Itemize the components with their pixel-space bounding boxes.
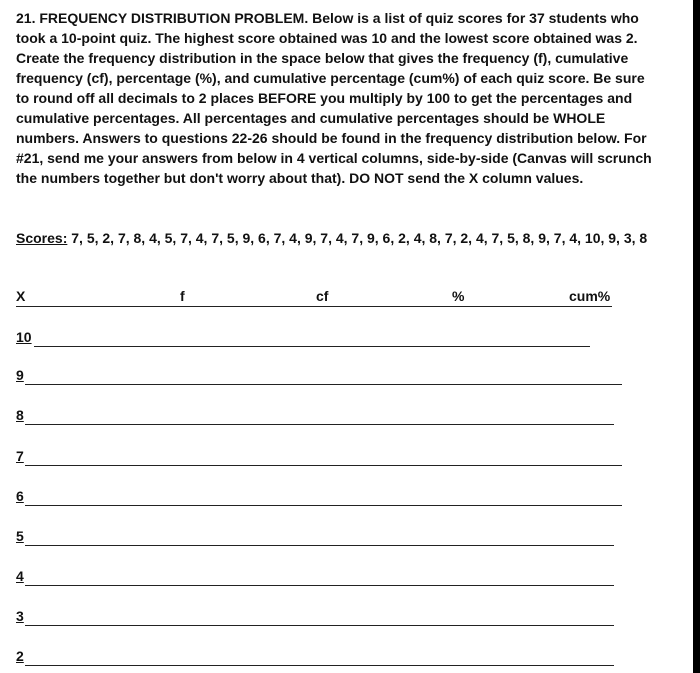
row-x-value: 8 [16, 407, 24, 423]
answer-line [25, 665, 614, 666]
table-row [16, 488, 622, 506]
table-row [16, 528, 614, 546]
answer-line [25, 465, 622, 466]
problem-text: 21. FREQUENCY DISTRIBUTION PROBLEM. Below is a list of quiz scores for 37 students who took a 10-point quiz. The highest score obtained was 10 and the lowest score obtained was 2. Create the frequency distribution in the space below that gives the frequency (f), cumulative frequency (cf), percentage (%), and cumulative percentage (cum%) of each quiz score. Be sure to round off all decimals to 2 places BEFORE you multiply by 100 to get the percentages and cumulative percentages. All percentages and cumulative percentages should be WHOLE numbers. Answers to questions 22-26 should be found in the frequency distribution below. For #21, send me your answers from below in 4 vertical columns, side-by-side (Canvas will scrunch the numbers together but don't worry about that). DO NOT send the X column values. [16, 10, 652, 186]
answer-line [25, 625, 614, 626]
table-row [16, 648, 614, 666]
answer-line [25, 424, 614, 425]
window-edge-bar [693, 0, 700, 673]
row-x-value: 7 [16, 448, 24, 464]
header-cf: cf [316, 288, 329, 304]
answer-line [25, 384, 622, 385]
table-row [16, 407, 614, 425]
header-x: X [16, 288, 26, 304]
row-x-value: 3 [16, 608, 24, 624]
row-x-value: 6 [16, 488, 24, 504]
answer-line [25, 585, 614, 586]
row-x-value: 4 [16, 568, 24, 584]
scores-values: 7, 5, 2, 7, 8, 4, 5, 7, 4, 7, 5, 9, 6, 7, 4, 9, 7, 4, 7, 9, 6, 2, 4, 8, 7, 2, 4, 7, 5, 8, 9, 7, 4, 10, 9, 3, 8 [71, 230, 648, 246]
row-x-value: 10 [16, 329, 32, 345]
header-percent: % [452, 288, 465, 304]
table-row [16, 568, 614, 586]
table-row [16, 329, 590, 347]
table-row [16, 608, 614, 626]
answer-line [25, 545, 614, 546]
scores-line [16, 228, 656, 248]
row-x-value: 9 [16, 367, 24, 383]
answer-line [34, 346, 590, 347]
answer-line [25, 505, 622, 506]
table-header [16, 288, 612, 307]
row-x-value: 5 [16, 528, 24, 544]
header-cum-percent: cum% [569, 288, 611, 304]
table-row [16, 367, 622, 385]
row-x-value: 2 [16, 648, 24, 664]
scores-label: Scores: [16, 230, 68, 246]
header-f: f [180, 288, 185, 304]
table-row [16, 448, 622, 466]
